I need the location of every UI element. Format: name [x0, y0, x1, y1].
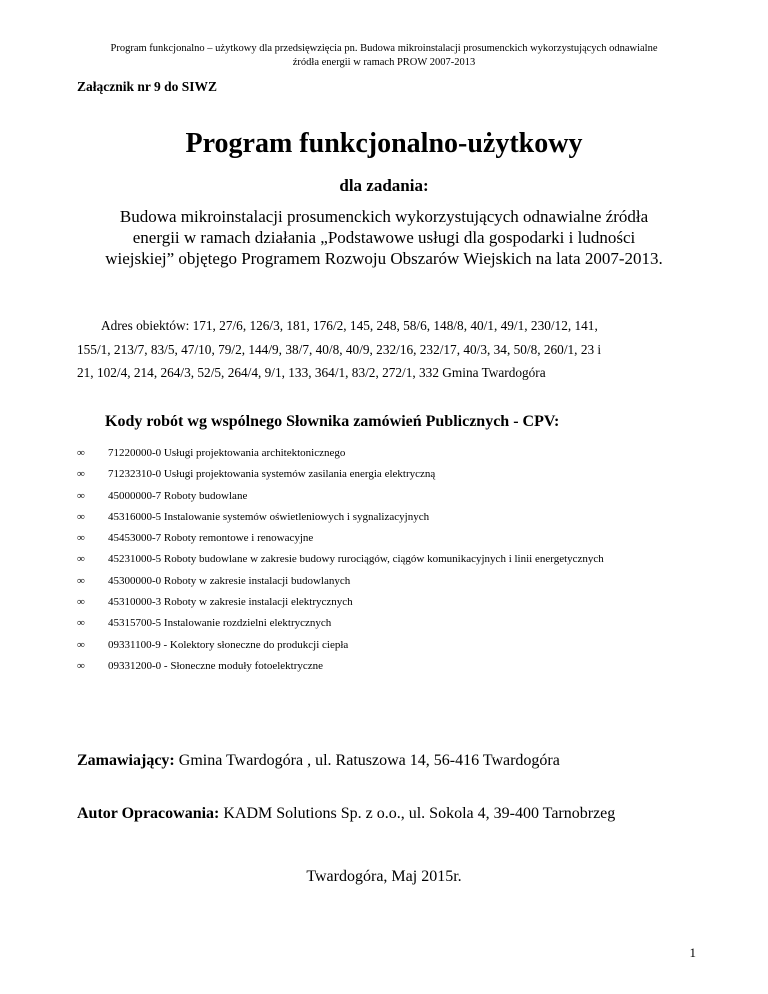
document-subtitle: dla zadania: [339, 176, 429, 195]
cpv-item [77, 528, 698, 549]
object-address [77, 314, 698, 385]
task-line: energii w ramach działania „Podstawowe usługi dla gospodarki i ludności [132, 228, 636, 247]
infinity-bullet-icon: ∞ [77, 617, 85, 630]
cpv-item-text: 45231000-5 Roboty budowlane w zakresie budowy rurociągów, ciągów komunikacyjnych i linii energetycznych [108, 553, 604, 566]
document-title: Program funkcjonalno-użytkowy [185, 128, 583, 159]
infinity-bullet-icon: ∞ [77, 447, 85, 459]
cpv-item-text: 45316000-5 Instalowanie systemów oświetleniowych i sygnalizacyjnych [108, 510, 430, 523]
task-line: wiejskiej” objętego Programem Rozwoju Obszarów Wiejskich na lata 2007-2013. [105, 249, 663, 268]
cpv-item [77, 464, 698, 485]
address-line: Adres obiektów: 171, 27/6, 126/3, 181, 176/2, 145, 248, 58/6, 148/8, 40/1, 49/1, 230/12, 141, [101, 318, 598, 333]
running-header-line: Program funkcjonalno – użytkowy dla przedsięwzięcia pn. Budowa mikroinstalacji prosumenckich wykorzystujących odnawialne [110, 43, 658, 54]
client-line [77, 752, 560, 770]
attachment-label: Załącznik nr 9 do SIWZ [77, 79, 218, 94]
cpv-item-text: 09331200-0 - Słoneczne moduły fotoelektryczne [108, 659, 324, 672]
cpv-item [77, 613, 698, 634]
cpv-item-text: 71232310-0 Usługi projektowania systemów zasilania energia elektryczną [108, 468, 436, 481]
place-date: Twardogóra, Maj 2015r. [306, 868, 462, 885]
cpv-item-text: 71220000-0 Usługi projektowania architektonicznego [108, 447, 346, 459]
cpv-item [77, 592, 698, 613]
cpv-item [77, 549, 698, 570]
task-line: Budowa mikroinstalacji prosumenckich wykorzystujących odnawialne źródła [119, 207, 649, 226]
author-value: KADM Solutions Sp. z o.o., ul. Sokola 4, 39-400 Tarnobrzeg [219, 805, 616, 822]
client-label: Zamawiający: [77, 752, 175, 769]
infinity-bullet-icon: ∞ [77, 489, 85, 502]
infinity-bullet-icon: ∞ [77, 574, 85, 587]
infinity-bullet-icon: ∞ [77, 659, 85, 672]
cpv-item-text: 45315700-5 Instalowanie rozdzielni elektrycznych [108, 617, 332, 630]
address-line: 155/1, 213/7, 83/5, 47/10, 79/2, 144/9, 38/7, 40/8, 40/9, 232/16, 232/17, 40/3, 34, 50/8, 260/1, 23 i [77, 341, 602, 357]
running-header [60, 42, 708, 70]
cpv-item [77, 656, 698, 677]
infinity-bullet-icon: ∞ [77, 532, 85, 545]
cpv-item [77, 571, 698, 592]
cpv-item-text: 45000000-7 Roboty budowlane [108, 489, 248, 502]
task-description [70, 206, 698, 269]
infinity-bullet-icon: ∞ [77, 553, 85, 566]
author-line [77, 805, 615, 823]
cpv-item-text: 45300000-0 Roboty w zakresie instalacji budowlanych [108, 574, 351, 587]
cpv-heading: Kody robót wg wspólnego Słownika zamówień Publicznych - CPV: [105, 413, 560, 430]
cpv-item [77, 443, 698, 464]
infinity-bullet-icon: ∞ [77, 468, 85, 481]
infinity-bullet-icon: ∞ [77, 510, 85, 523]
page-number: 1 [689, 945, 696, 960]
cpv-list [77, 443, 698, 677]
address-line: 21, 102/4, 214, 264/3, 52/5, 264/4, 9/1, 133, 364/1, 83/2, 272/1, 332 Gmina Twardogóra [77, 365, 546, 380]
cpv-item [77, 507, 698, 528]
cpv-item [77, 486, 698, 507]
infinity-bullet-icon: ∞ [77, 596, 85, 609]
cpv-item-text: 45310000-3 Roboty w zakresie instalacji elektrycznych [108, 596, 353, 609]
running-header-line: źródła energii w ramach PROW 2007-2013 [292, 57, 476, 68]
cpv-item [77, 635, 698, 656]
cpv-item-text: 45453000-7 Roboty remontowe i renowacyjne [108, 532, 314, 545]
author-label: Autor Opracowania: [77, 805, 220, 822]
infinity-bullet-icon: ∞ [77, 638, 85, 651]
cpv-item-text: 09331100-9 - Kolektory słoneczne do produkcji ciepła [108, 638, 349, 651]
client-value: Gmina Twardogóra , ul. Ratuszowa 14, 56-416 Twardogóra [174, 752, 560, 769]
